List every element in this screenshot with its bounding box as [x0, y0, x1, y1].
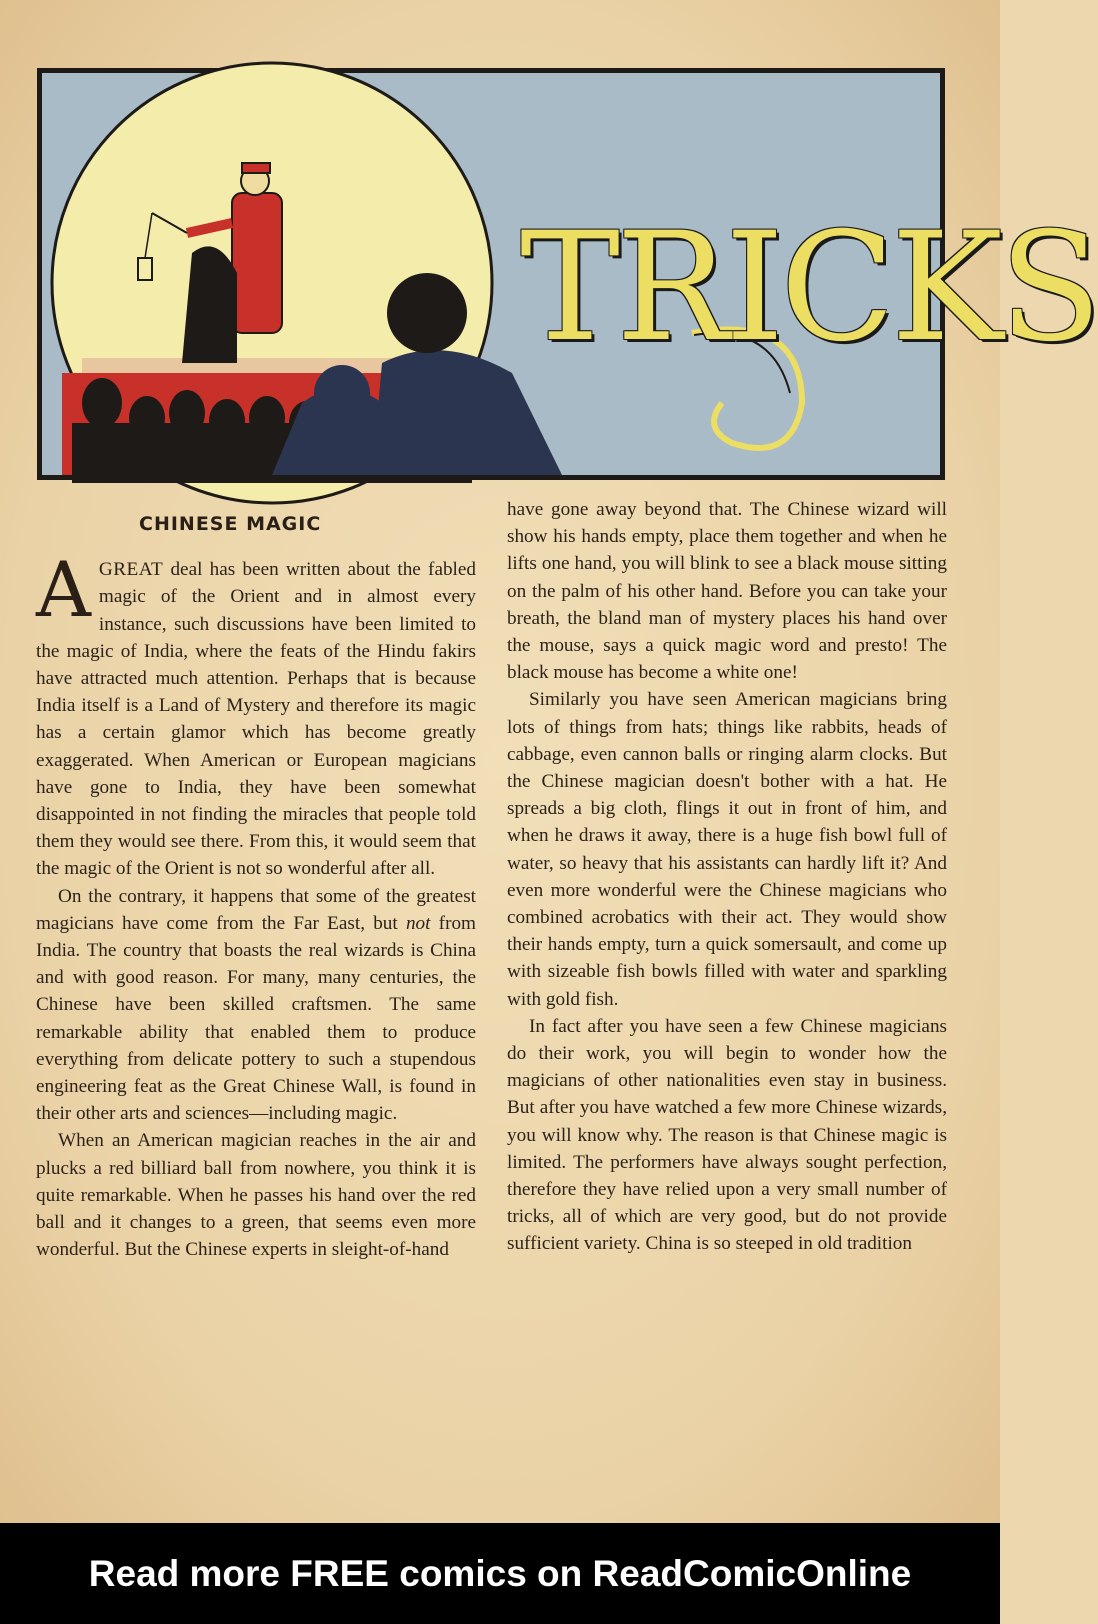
paragraph-5: Similarly you have seen American magicians bring lots of things from hats; things like rabbits, heads of cabbage, even cannon balls or ringing alarm clocks. But the Chinese magician doesn't bother with a hat. He spreads a big cloth, flings it out in front of him, and when he draws it away, there is a huge fish bowl full of water, so heavy that his assistants can hardly lift it? And even more wonderful were the Chinese magicians who combined acrobatics with their act. They would show their hands empty, turn a quick somersault, and come up with sizeable fish bowls filled with water and sparkling with gold fish.	[507, 689, 947, 1010]
paragraph-6: In fact after you have seen a few Chinese magicians do their work, you will begin to wonder how the magicians of other nationalities even stay in business. But after you have watched a few more Chinese wizards, you will know why. The reason is that Chinese magic is limited. The performers have always sought perfection, therefore they have relied upon a very small number of tricks, all of which are very good, but do not provide sufficient variety. China is so steeped in old tradition	[507, 1015, 947, 1255]
banner-title: TRICKS	[520, 201, 1098, 375]
lead-word: GREAT	[98, 559, 164, 581]
column-right	[507, 496, 947, 1258]
column-left	[36, 497, 476, 1263]
article-heading: CHINESE MAGIC	[139, 513, 322, 535]
footer-banner[interactable]: Read more FREE comics on ReadComicOnline	[0, 1523, 1000, 1624]
paragraph-4: have gone away beyond that. The Chinese wizard will show his hands empty, place them together and when he lifts one hand, you will blink to see a black mouse sitting on the palm of his other hand. Before you can take your breath, the bland man of mystery places his hand over the mouse, says a quick magic word and presto! The black mouse has become a white one!	[507, 499, 947, 684]
paragraph-1: AGREAT deal has been written about the fabled magic of the Orient and in almost every instance, such discussions have been limited to the magic of India, where the feats of the Hindu fakirs have attracted much attention. Perhaps that is because India itself is a Land of Mystery and therefore its magic has a certain glamor which has become greatly exaggerated. When American or European magicians have gone to India, they have been somewhat disappointed in not finding the miracles that people told them they would see there. From this, it would seem that the magic of the Orient is not so wonderful after all.	[36, 545, 476, 880]
drop-cap: A	[36, 545, 91, 635]
paragraph-3: When an American magician reaches in the air and plucks a red billiard ball from nowhere, you think it is quite remarkable. When he passes his hand over the red ball and it changes to a green, that seems even more wonderful. But the Chinese experts in sleight-of-hand	[36, 1130, 476, 1261]
emphasis-not: not	[405, 912, 431, 934]
paragraph-2: On the contrary, it happens that some of the greatest magicians have come from the Far East, but not from India. The country that boasts the real wizards is China and with good reason. For many, many centuries, the Chinese have been skilled craftsmen. The same remarkable ability that enabled them to produce everything from delicate pottery to such a stupendous engineering feat as the Great Chinese Wall, is found in their other arts and sciences—including magic.	[36, 885, 476, 1125]
tricks-banner	[37, 68, 1098, 480]
